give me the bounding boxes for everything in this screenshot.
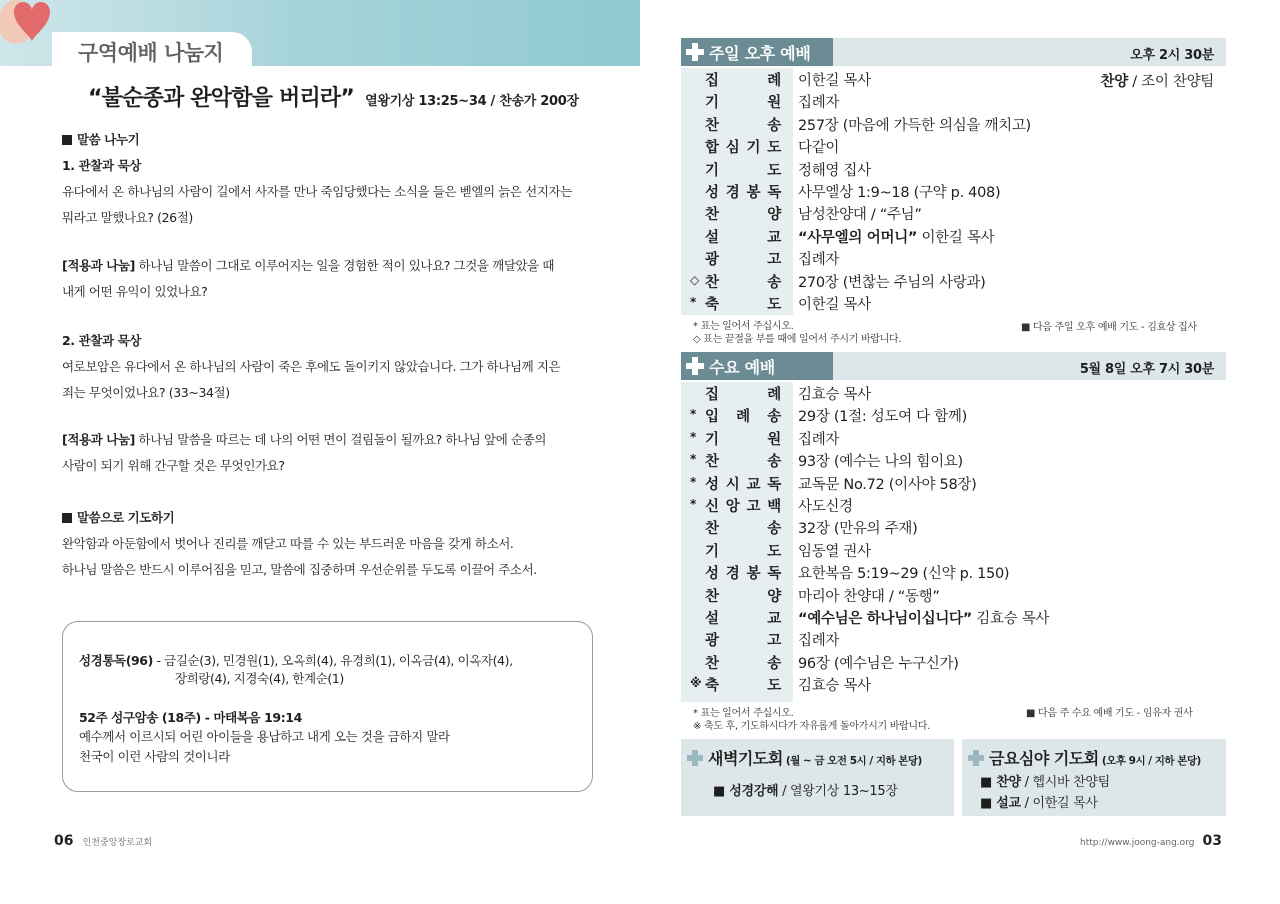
friday-prayer-box [962,739,1226,816]
sunday-row [681,247,1226,269]
sharing-heading: 말씀 나누기 [62,127,572,153]
row-value [798,495,853,517]
row-label: 합 심 기 도 [705,140,781,157]
wednesday-row [681,382,1226,404]
dawn-prayer-title: 새벽기도회 (월 ~ 금 오전 5시 / 지하 본당) [708,749,922,768]
row-mark: ◇ [690,272,699,287]
prayer-heading: 말씀으로 기도하기 [62,505,537,531]
row-value [798,181,1000,203]
row-label: 광 고 [705,252,781,269]
praise-team: 찬양 / 조이 찬양팀 [1100,74,1214,90]
row-value-text: 257장 (마음에 가득한 의심을 깨치고) [798,117,1031,134]
row-value-text: 김효승 목사 [798,387,871,403]
sunday-note2: ◇ 표는 끝절을 부를 때에 일어서 주시기 바랍니다. [693,334,902,345]
row-mark: * [690,497,696,511]
header-banner [0,0,640,66]
row-label: 찬 송 [705,274,781,291]
row-label: 찬 양 [705,207,781,224]
row-value-text: 96장 (예수님은 누구신가) [798,655,959,672]
wednesday-row [681,561,1226,583]
row-value [798,428,839,450]
prayer-section [62,505,537,583]
cross-plus-icon [686,43,704,61]
friday-sermon-line: ■ 설교 / 이한길 목사 [980,796,1098,811]
row-label: 입 례 송 [705,409,781,426]
wednesday-row [681,539,1226,561]
wednesday-note2: ※ 축도 후, 기도하시다가 자유롭게 돌아가시기 바랍니다. [693,721,931,732]
apply1-section [62,253,554,305]
row-value [798,226,994,248]
sermon-title-line [88,81,579,112]
row-label: 찬 송 [705,655,781,672]
row-value [798,450,963,472]
row-value-text: 이한길 목사 [798,297,871,313]
q1-line1: 유다에서 온 하나님의 사람이 길에서 사자를 만나 죽임당했다는 소식을 들은 벧엘의 늙은 선지자는 [62,184,572,199]
row-label: 기 도 [705,543,781,560]
sunday-row [681,68,1226,90]
row-value-text: 임동열 권사 [798,543,871,560]
friday-prayer-title: 금요심야 기도회 (오후 9시 / 지하 본당) [989,749,1201,768]
banner-title: 구역예배 나눔지 [78,41,224,65]
row-value [798,203,922,225]
sunday-service-time: 오후 2시 30분 [1130,48,1214,63]
cross-plus-icon [968,750,984,766]
sunday-row [681,180,1226,202]
row-value [798,136,839,158]
square-bullet-icon [62,135,72,145]
row-label: 설 교 [705,229,781,246]
sunday-row [681,135,1226,157]
memory-verse-line2: 천국이 이런 사람의 것이니라 [79,749,230,764]
page-number-right: 03 [1202,833,1222,849]
row-value-text: 32장 (만유의 주재) [798,521,918,538]
dawn-prayer-box [681,739,954,816]
sunday-note1: * 표는 일어서 주십시오. [693,321,794,332]
row-value [798,293,871,315]
row-value-text: 정해영 집사 [798,162,871,179]
q1-line2: 뭐라고 말했나요? (26절) [62,210,193,225]
wednesday-note1: * 표는 일어서 주십시오. [693,708,794,719]
wednesday-row [681,472,1226,494]
row-value-text: 이한길 목사 [917,229,995,246]
row-value-text: 남성찬양대 / “주님” [798,207,922,224]
wednesday-next-prayer: ■ 다음 주 수요 예배 기도 - 임유자 권사 [1026,708,1193,719]
row-mark: * [690,429,696,444]
row-value-text: 집례자 [798,95,840,112]
wednesday-row [681,651,1226,673]
church-name: 인천중앙장로교회 [82,838,153,848]
apply2-section [62,427,546,479]
row-label: 찬 송 [705,117,781,134]
q2-heading: 2. 관찰과 묵상 [62,333,141,348]
row-label: 기 원 [705,431,781,448]
sunday-row [681,292,1226,314]
knitted-heart-image [0,0,58,54]
banner-title-tab [52,32,252,70]
row-label: 집 례 [705,387,781,403]
row-value-text: 김효승 목사 [798,678,871,695]
sunday-service-title: 주일 오후 예배 [709,44,811,63]
wednesday-row [681,584,1226,606]
row-mark: * [690,295,696,309]
row-label: 찬 송 [705,454,781,471]
square-bullet-icon [62,513,72,523]
row-value-text: 요한복음 5:19~29 (신약 p. 150) [798,566,1010,583]
q2-line2: 죄는 무엇이었나요? (33~34절) [62,385,230,400]
row-value-bold: “예수님은 하나님이십니다” [798,611,972,627]
row-label: 찬 송 [705,521,781,538]
cross-plus-icon [687,750,703,766]
wednesday-row [681,494,1226,516]
dawn-prayer-line: ■ 성경강해 / 열왕기상 13~15장 [713,784,898,799]
wednesday-row [681,516,1226,538]
row-mark: * [690,407,696,422]
wednesday-service-time: 5월 8일 오후 7시 30분 [1079,362,1214,377]
row-value-text: 교독문 No.72 (이사야 58장) [798,476,977,493]
row-value-bold: “사무엘의 어머니” [798,229,918,246]
row-value-text: 이한길 목사 [798,73,871,89]
page-number-left: 06 [54,833,74,849]
wednesday-service-header [681,352,1226,380]
sermon-title: “불순종과 완악함을 버리라” [88,86,355,111]
wednesday-row [681,606,1226,628]
row-value [798,405,967,427]
wednesday-service-title: 수요 예배 [709,358,775,377]
sunday-service-header [681,38,1226,66]
sermon-reference: 열왕기상 13:25~34 / 찬송가 200장 [365,94,579,109]
sunday-service-tab [681,38,833,66]
row-value [798,652,959,674]
row-value [798,540,871,562]
q2-line1: 여로보암은 유다에서 온 하나님의 사람이 죽은 후에도 돌이키지 않았습니다. 그가 하나님께 지은 [62,359,561,374]
wednesday-row [681,449,1226,471]
row-label: 성 시 교 독 [705,476,781,493]
sharing-section [62,127,572,231]
row-value [798,629,839,651]
prayer-line1: 완악함과 아둔함에서 벗어나 진리를 깨닫고 따를 수 있는 부드러운 마음을 갖게 하소서. [62,536,514,551]
row-value [798,585,940,607]
row-label: 축 도 [705,678,781,695]
sunday-row [681,90,1226,112]
apply1-line1: [적용과 나눔] 하나님 말씀이 그대로 이루어지는 일을 경험한 적이 있나요? 그것을 깨달았을 때 [62,258,555,273]
row-value [798,114,1031,136]
wednesday-row [681,673,1226,695]
wednesday-service-tab [681,352,833,380]
row-value [798,674,871,696]
wednesday-row [681,404,1226,426]
sunday-schedule [681,68,1226,315]
wednesday-row [681,427,1226,449]
cross-plus-icon [686,357,704,375]
row-mark: * [690,452,696,467]
sunday-row [681,202,1226,224]
row-value [798,562,1009,584]
friday-praise-line: ■ 찬양 / 헵시바 찬양팀 [980,775,1110,790]
row-label: 설 교 [705,611,781,627]
row-value-text: 93장 (예수는 나의 힘이요) [798,454,963,471]
footer-left [54,830,152,849]
apply2-line2: 사람이 되기 위해 간구할 것은 무엇인가요? [62,458,285,473]
row-value [798,517,917,539]
row-label: 기 원 [705,95,781,112]
row-value [798,69,871,91]
wednesday-schedule [681,382,1226,702]
wednesday-row [681,628,1226,650]
memory-verse-title: 52주 성구암송 (18주) - 마태복음 19:14 [79,710,302,725]
website-url: http://www.joong-ang.org [1080,838,1195,848]
row-label: 광 고 [705,633,781,650]
row-value-text: 다같이 [798,140,840,157]
row-value-text: 집례자 [798,252,840,269]
apply1-line2: 내게 어떤 유익이 있었나요? [62,284,208,299]
right-page [640,0,1280,904]
row-value-text: 집례자 [798,431,840,448]
row-value [798,159,871,181]
sunday-row [681,270,1226,292]
reading-memory-box [62,621,593,792]
memory-verse-line1: 예수께서 이르시되 어린 아이들을 용납하고 내게 오는 것을 금하지 말라 [79,729,450,744]
row-value-text: 김효승 목사 [971,611,1050,627]
reading-line2: 장희랑(4), 지경숙(4), 한계순(1) [175,671,344,686]
footer-right [1080,830,1222,849]
sunday-row [681,225,1226,247]
prayer-line2: 하나님 말씀은 반드시 이루어짐을 믿고, 말씀에 집중하며 우선순위를 두도록 이끌어 주소서. [62,562,537,577]
row-value [798,383,871,405]
row-value [798,607,1049,629]
row-label: 집 례 [705,73,781,89]
row-value-text: 사무엘상 1:9~18 (구약 p. 408) [798,185,1001,201]
row-label: 찬 양 [705,588,781,605]
row-value-text: 집례자 [798,633,840,650]
q1-heading: 1. 관찰과 묵상 [62,158,141,173]
sunday-row [681,158,1226,180]
row-value [798,248,839,270]
row-value [798,91,839,113]
reading-line1: 성경통독(96) - 금길순(3), 민경원(1), 오옥희(4), 유경희(1), 이옥금(4), 이옥자(4), [79,653,513,668]
row-mark: * [690,474,696,489]
row-value [798,271,986,293]
row-label: 성 경 봉 독 [705,566,781,583]
row-mark: ※ [690,676,702,691]
row-label: 축 도 [705,297,781,313]
row-label: 기 도 [705,162,781,179]
row-label: 성 경 봉 독 [705,185,781,201]
row-value-text: 사도신경 [798,499,853,515]
q2-section [62,328,560,406]
row-label: 신 앙 고 백 [705,499,781,515]
row-value [798,473,976,495]
row-value-text: 마리아 찬양대 / “동행” [798,588,940,605]
row-value-text: 270장 (변찮는 주님의 사랑과) [798,274,986,291]
row-value-text: 29장 (1절: 성도여 다 함께) [798,409,967,426]
sunday-next-prayer: ■ 다음 주일 오후 예배 기도 - 김효상 집사 [1021,322,1197,333]
apply2-line1: [적용과 나눔] 하나님 말씀을 따르는 데 나의 어떤 면이 걸림돌이 될까요? 하나님 앞에 순종의 [62,432,546,447]
sunday-row [681,113,1226,135]
